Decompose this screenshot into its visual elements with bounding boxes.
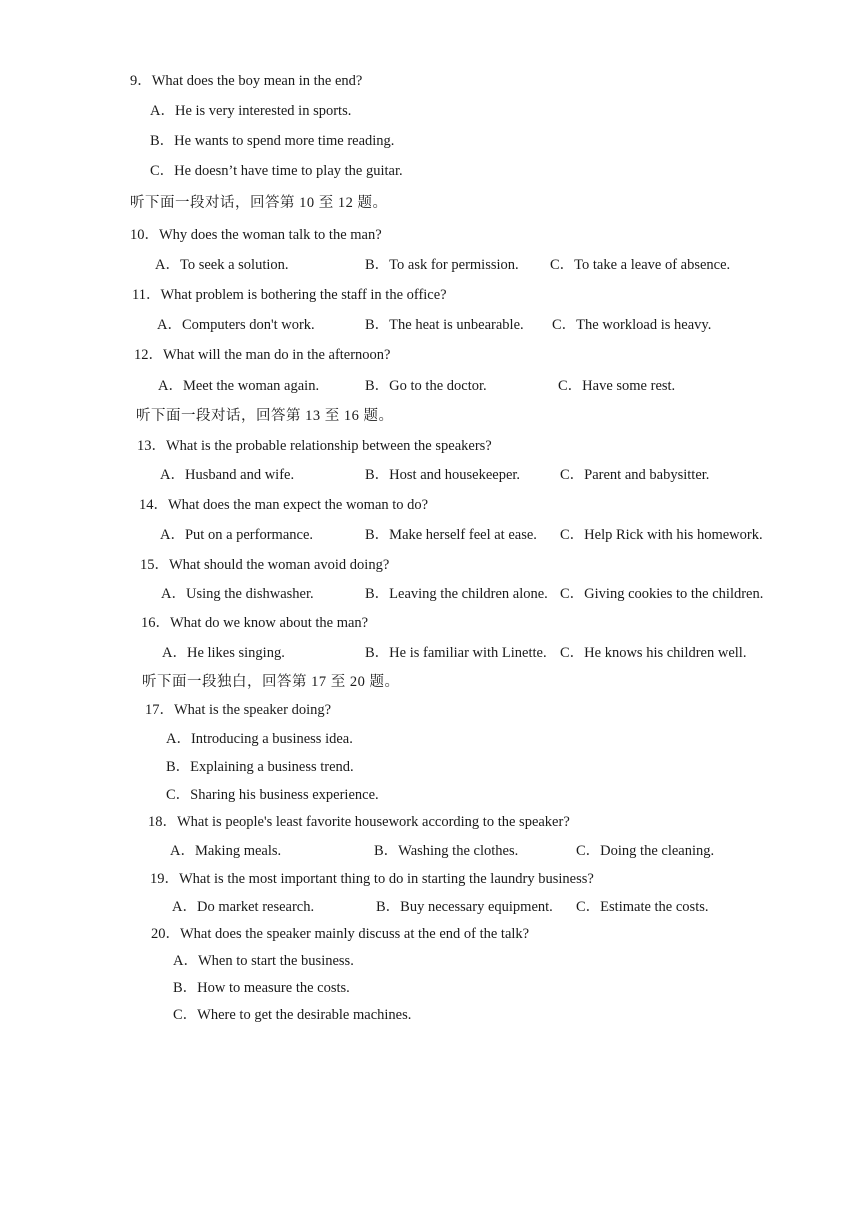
question-18-option-b: B．Washing the clothes.: [374, 843, 519, 859]
section-header-17-20: 听下面一段独白，回答第 17 至 20 题。: [142, 674, 400, 690]
question-12-option-b: B．Go to the doctor.: [365, 378, 487, 394]
question-16-option-a: A．He likes singing.: [162, 645, 285, 661]
question-17-option-b: B．Explaining a business trend.: [166, 759, 354, 775]
question-16-option-b: B．He is familiar with Linette.: [365, 645, 547, 661]
question-15-option-c: C．Giving cookies to the children.: [560, 586, 764, 602]
question-14-option-c: C．Help Rick with his homework.: [560, 527, 763, 543]
question-12-stem: 12．What will the man do in the afternoon?: [134, 347, 391, 363]
question-10-option-c: C．To take a leave of absence.: [550, 257, 731, 273]
question-19-option-c: C．Estimate the costs.: [576, 899, 709, 915]
question-17-option-c: C．Sharing his business experience.: [166, 787, 379, 803]
question-16-option-c: C．He knows his children well.: [560, 645, 747, 661]
question-20-option-b: B．How to measure the costs.: [173, 980, 350, 996]
question-13-option-b: B．Host and housekeeper.: [365, 467, 521, 483]
question-17-option-a: A．Introducing a business idea.: [166, 731, 353, 747]
question-12-option-a: A．Meet the woman again.: [158, 378, 320, 394]
question-16-stem: 16．What do we know about the man?: [141, 615, 369, 631]
question-20-option-a: A．When to start the business.: [173, 953, 354, 969]
question-11-option-a: A．Computers don't work.: [157, 317, 315, 333]
question-17-stem: 17．What is the speaker doing?: [145, 702, 332, 718]
question-13-option-a: A．Husband and wife.: [160, 467, 295, 483]
question-14-option-a: A．Put on a performance.: [160, 527, 314, 543]
question-11-option-b: B．The heat is unbearable.: [365, 317, 524, 333]
question-18-option-c: C．Doing the cleaning.: [576, 843, 715, 859]
question-10-option-b: B．To ask for permission.: [365, 257, 519, 273]
question-20-option-c: C．Where to get the desirable machines.: [173, 1007, 412, 1023]
question-13-option-c: C．Parent and babysitter.: [560, 467, 710, 483]
question-13-stem: 13．What is the probable relationship between the speakers?: [137, 438, 492, 454]
question-19-option-a: A．Do market research.: [172, 899, 315, 915]
question-19-option-b: B．Buy necessary equipment.: [376, 899, 553, 915]
question-11-stem: 11．What problem is bothering the staff in the office?: [132, 287, 447, 303]
question-18-option-a: A．Making meals.: [170, 843, 282, 859]
question-10-option-a: A．To seek a solution.: [155, 257, 289, 273]
question-12-option-c: C．Have some rest.: [558, 378, 676, 394]
question-9-option-b: B．He wants to spend more time reading.: [150, 133, 395, 149]
question-9-option-c: C．He doesn’t have time to play the guitar.: [150, 163, 403, 179]
question-9-stem: 9．What does the boy mean in the end?: [130, 73, 363, 89]
question-19-stem: 19．What is the most important thing to do in starting the laundry business?: [150, 871, 594, 887]
section-header-10-12: 听下面一段对话，回答第 10 至 12 题。: [130, 195, 388, 211]
question-18-stem: 18．What is people's least favorite housework according to the speaker?: [148, 814, 570, 830]
section-header-13-16: 听下面一段对话，回答第 13 至 16 题。: [136, 408, 394, 424]
question-9-option-a: A．He is very interested in sports.: [150, 103, 352, 119]
question-14-stem: 14．What does the man expect the woman to do?: [139, 497, 429, 513]
question-15-stem: 15．What should the woman avoid doing?: [140, 557, 390, 573]
question-14-option-b: B．Make herself feel at ease.: [365, 527, 537, 543]
question-10-stem: 10．Why does the woman talk to the man?: [130, 227, 382, 243]
question-11-option-c: C．The workload is heavy.: [552, 317, 712, 333]
question-15-option-b: B．Leaving the children alone.: [365, 586, 548, 602]
question-15-option-a: A．Using the dishwasher.: [161, 586, 314, 602]
question-20-stem: 20．What does the speaker mainly discuss at the end of the talk?: [151, 926, 530, 942]
